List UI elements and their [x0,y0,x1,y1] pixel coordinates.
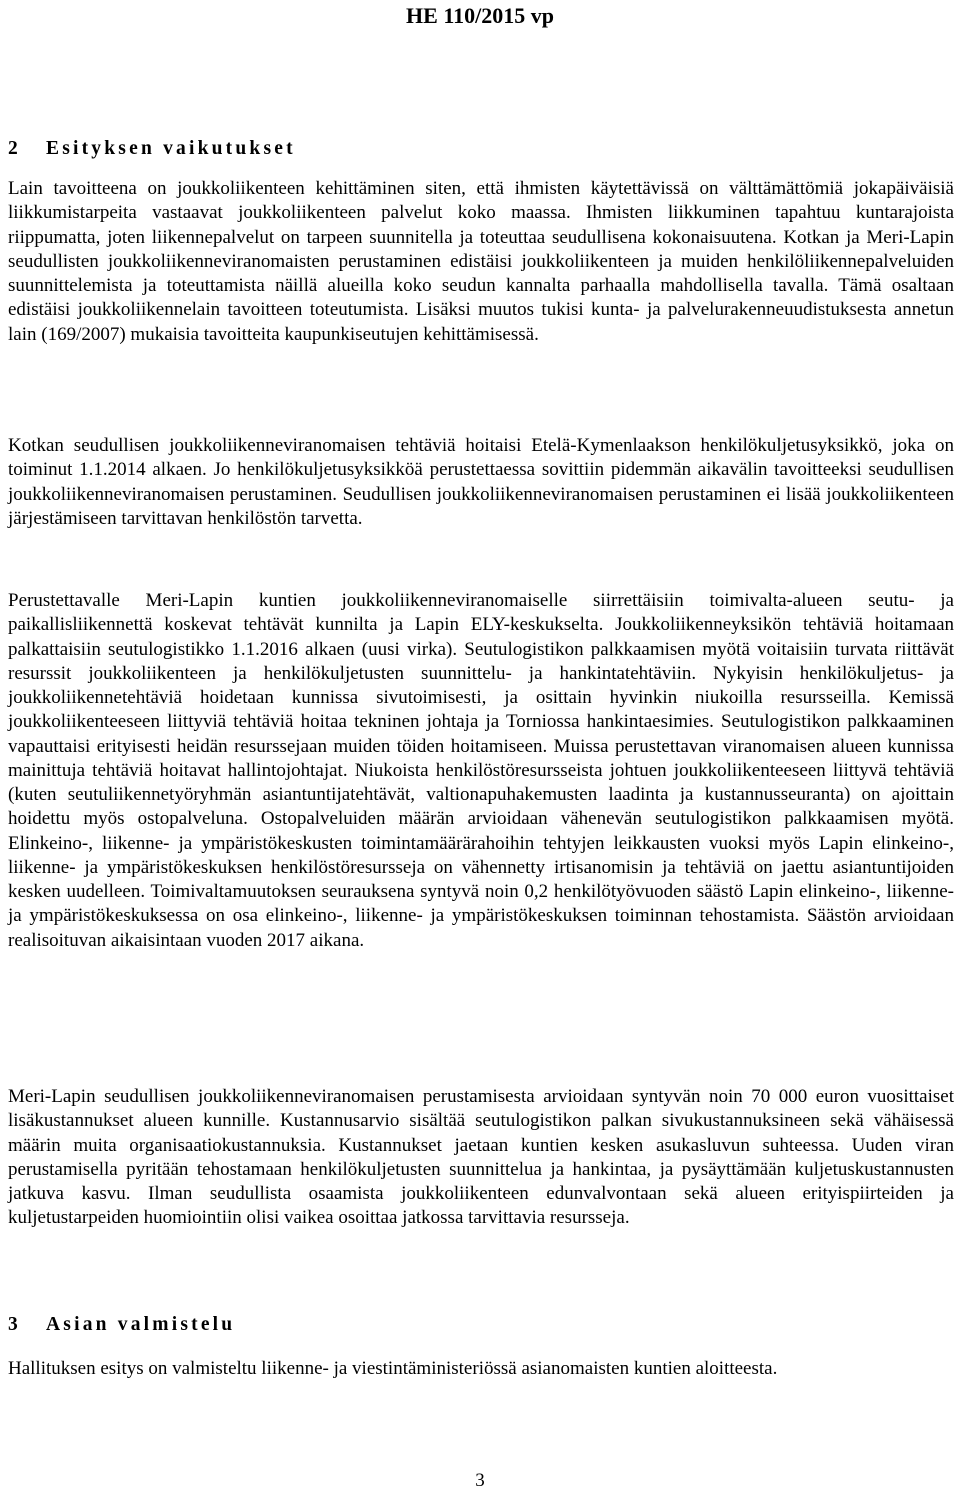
paragraph-costs: Meri-Lapin seudullisen joukkoliikenneviranomaisen perustamisesta arvioidaan syntyvän noin 70 000 euron vuosittaiset lisäkustannukset alueen kunnille. Kustannusarvio sisältää seutulogistikon palkan sivukustannuksineen sekä vähäisessä määrin muita organisaatiokustannuksia. Kustannukset jaetaan kuntien kesken asukasluvun suhteessa. Uuden viran perustamisella pyritään tehostamaan henkilökuljetusten suunnittelua ja hankintaa, ja pysäyttämään kuljetuskustannusten jatkuva kasvu. Ilman seudullista osaamista joukkoliikenteen edunvalvontaan sekä alueen erityispiirteiden ja kuljetustarpeiden huomiointiin olisi vaikea osoittaa jatkossa tarvittavia resursseja. [8,1086,954,1229]
paragraph-objectives: Lain tavoitteena on joukkoliikenteen kehittäminen siten, että ihmisten käytettävissä on välttämättömiä jokapäiväisiä liikkumistarpeita vastaavat joukkoliikenteen palvelut koko maassa. Ihmisten liikkuminen tapahtuu kuntarajoista riippumatta, joten liikennepalvelut on tarpeen suunnitella ja toteuttaa seudullisena kokonaisuutena. Kotkan ja Meri-Lapin seudullisten joukkoliikenneviranomaisten perustaminen edistäisi joukkoliikenteen ja muiden henkilöliikennepalveluiden suunnittelemista ja toteuttamista näillä alueilla koko seudun kannalta parhaalla mahdollisella tavalla. Tämä osaltaan edistäisi joukkoliikennelain tavoitteen toteutumista. Lisäksi muutos tukisi kunta- ja palvelurakenneuudistuksesta annetun lain (169/2007) mukaisia tavoitteita kaupunkiseutujen kehittämisessä. [8,178,954,345]
section-number: 3 [8,1314,18,1335]
section-number: 2 [8,138,18,159]
paragraph-meri-lappi-authority: Perustettavalle Meri-Lapin kuntien joukkoliikenneviranomaiselle siirrettäisiin toimivalta-alueen seutu- ja paikallisliikennettä koskevat tehtävät kunnilta ja Lapin ELY-keskukselta. Joukkoliikenneyksikön tehtäviä hoitamaan palkattaisiin seutulogistikko 1.1.2016 alkaen (uusi virka). Seutulogistikon palkkaamisen myötä voitaisiin turvata riittävät resurssit joukkoliikenteen ja henkilökuljetusten suunnittelu- ja hankintatehtäviin. Nykyisin henkilökuljetus- ja joukkoliikennetehtäviä hoidetaan kunnissa sivutoimisesti, ja osittain hyvinkin niukoilla resursseilla. Kemissä joukkoliikenteeseen liittyviä tehtäviä hoitaa tekninen johtaja ja Torniossa hankintaesimies. Seutulogistikon palkkaaminen vapauttaisi erityisesti heidän resurssejaan muiden töiden hoitamiseen. Muissa perustettavan viranomaisen alueen kunnissa mainittuja tehtäviä hoitavat hallintojohtajat. Niukoista henkilöstöresursseista johtuen joukkoliikenteeseen liittyvä tehtäviä (kuten seutuliikennetyöryhmän asiantuntijatehtävät, valtionapuhakemusten laadinta ja kustannusseuranta) on ajoittain hoidettu myös ostopalveluna. Ostopalveluiden määrän arvioidaan vähenevän seutulogistikon palkkaamisen myötä. Elinkeino-, liikenne- ja ympäristökeskusten toimintamäärärahoihin tehtyjen leikkausten vuoksi myös Lapin elinkeino-, liikenne- ja ympäristökeskuksen henkilöstöresursseja on vähennetty irtisanomisin ja tehtäviä on jaettu asiantuntijoiden kesken uudelleen. Toimivaltamuutoksen seurauksena syntyvä noin 0,2 henkilötyövuoden säästö Lapin elinkeino-, liikenne- ja ympäristökeskuksessa on osa elinkeino-, liikenne- ja ympäristökeskuksen toiminnan tehostamista. Säästön arvioidaan realisoituvan aikaisintaan vuoden 2017 aikana. [8,590,954,951]
section-title: Asian valmistelu [46,1314,236,1335]
page-number: 3 [475,1470,485,1491]
section-title: Esityksen vaikutukset [46,138,296,159]
document-id-header: HE 110/2015 vp [406,3,554,28]
section-heading-3 [8,1313,235,1337]
section-heading-2 [8,137,296,161]
paragraph-kotka-authority: Kotkan seudullisen joukkoliikenneviranomaisen tehtäviä hoitaisi Etelä-Kymenlaakson henkilökuljetusyksikkö, joka on toiminut 1.1.2014 alkaen. Jo henkilökuljetusyksikköä perustettaessa sovittiin pidemmän aikavälin tavoitteeksi seudullisen joukkoliikenneviranomaisen perustaminen. Seudullisen joukkoliikenneviranomaisen perustaminen ei lisää joukkoliikenteen järjestämiseen tarvittavan henkilöstön tarvetta. [8,435,954,529]
paragraph-preparation: Hallituksen esitys on valmisteltu liikenne- ja viestintäministeriössä asianomaisten kuntien aloitteesta. [8,1358,778,1379]
